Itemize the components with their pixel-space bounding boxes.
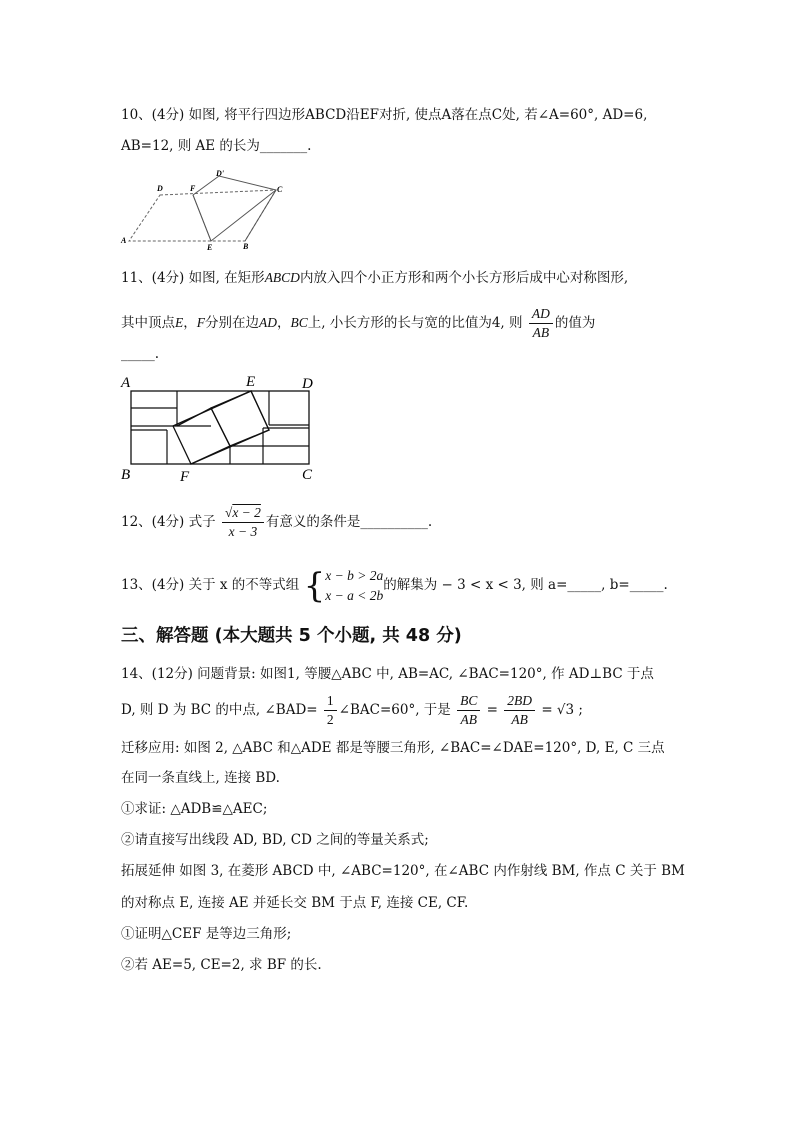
q12-fraction: $\frac{√x - 2}{x - 3}$ [222, 504, 264, 541]
q14-line4: 在同一条直线上, 连接 BD. [121, 770, 280, 786]
q10-label-D: D [157, 184, 163, 193]
q11-rectangle-figure [117, 370, 327, 485]
q14-line5: ①求证: △ADB≌△AEC; [121, 801, 268, 817]
q14-line9: ①证明△CEF 是等边三角形; [121, 926, 292, 942]
q11-label-E: E [246, 374, 256, 390]
q11-line2: 其中顶点E，F分别在边AD，BC上, 小长方形的长与宽的比值为4, 则 $\frac{AD}{AB}$ 的值为 [121, 306, 596, 340]
q14-fraction-bc-ab: $\frac{BC}{AB}$ [457, 692, 480, 729]
q10-label-A: A [121, 236, 127, 245]
q11-line1: 11、(4分) 如图, 在矩形ABCD内放入四个小正方形和两个小长方形后成中心对称图形, [121, 270, 629, 286]
q14-line7: 拓展延伸 如图 3, 在菱形 ABCD 中, ∠ABC=120°, 在∠ABC 内作射线 BM, 作点 C 关于 BM [121, 863, 685, 879]
q14-fraction-half: $\frac{1}{2}$ [324, 692, 337, 729]
q14-line2: D, 则 D 为 BC 的中点, ∠BAD= $\frac{1}{2}$ ∠BAC=60°, 于是 $\frac{BC}{AB}$ = $\frac{2BD}{AB}$ = √3 ; [121, 693, 583, 727]
q13-line: 13、(4分) 关于 x 的不等式组 { x − b > 2a x − a < 2b 的解集为 − 3 < x < 3, 则 a=_____, b=_____. [121, 562, 668, 609]
q14-line10: ②若 AE=5, CE=2, 求 BF 的长. [121, 957, 322, 973]
q11-label-C: C [302, 467, 313, 483]
q11-label-D: D [302, 376, 313, 392]
q14-line6: ②请直接写出线段 AD, BD, CD 之间的等量关系式; [121, 832, 429, 848]
q10-label-E: E [207, 243, 213, 252]
q10-line2: AB=12, 则 AE 的长为_______. [121, 138, 312, 154]
q11-label-F: F [180, 469, 190, 485]
section-heading: 三、解答题 (本大题共 5 个小题, 共 48 分) [121, 626, 462, 646]
q10-line1: 10、(4分) 如图, 将平行四边形ABCD沿EF对折, 使点A落在点C处, 若∠A=60°, AD=6, [121, 107, 648, 123]
q13-inequality-system: { x − b > 2a x − a < 2b [303, 566, 384, 606]
q10-label-B: B [243, 242, 249, 251]
q11-label-B: B [121, 467, 131, 483]
q14-line1: 14、(12分) 问题背景: 如图1, 等腰△ABC 中, AB=AC, ∠BAC=120°, 作 AD⊥BC 于点 [121, 666, 654, 682]
q10-parallelogram-figure [117, 168, 297, 252]
q11-label-A: A [121, 375, 131, 391]
q10-label-F: F [190, 184, 196, 193]
q11-ratio-fraction: $\frac{AD}{AB}$ [529, 305, 553, 342]
q12-line: 12、(4分) 式子 $\frac{√x - 2}{x - 3}$ 有意义的条件是__________. [121, 505, 433, 539]
q14-line8: 的对称点 E, 连接 AE 并延长交 BM 于点 F, 连接 CE, CF. [121, 895, 469, 911]
q14-fraction-2bd-ab: $\frac{2BD}{AB}$ [504, 692, 535, 729]
q11-line3: _____. [121, 346, 160, 362]
q10-label-C: C [277, 185, 283, 194]
q10-label-Dprime: D' [216, 169, 224, 178]
q14-line3: 迁移应用: 如图 2, △ABC 和△ADE 都是等腰三角形, ∠BAC=∠DAE=120°, D, E, C 三点 [121, 740, 665, 756]
